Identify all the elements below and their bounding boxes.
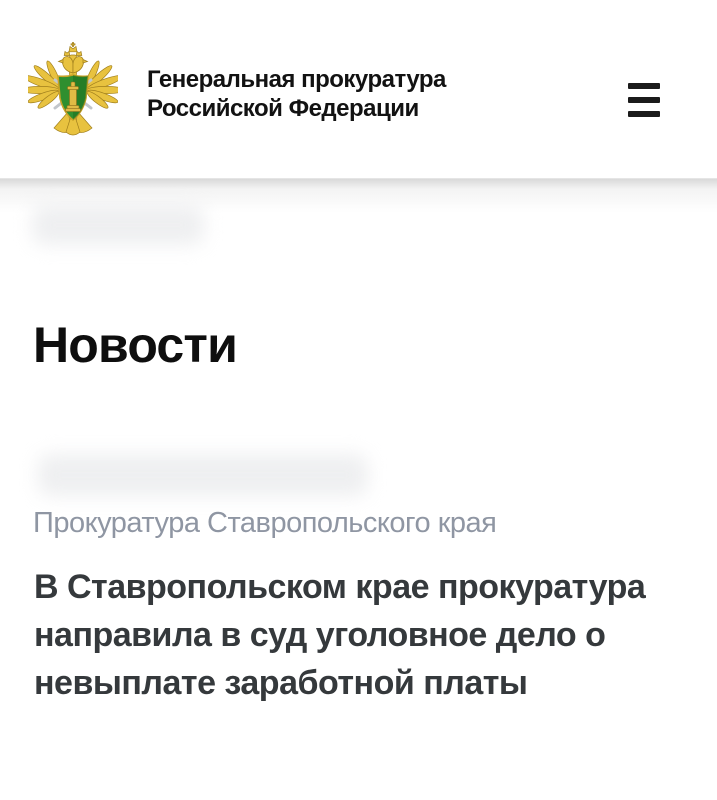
site-header [0,0,717,178]
blurred-date [38,454,368,496]
news-article-card[interactable] [0,498,717,800]
prosecutor-general-emblem-icon [28,42,118,138]
article-title-line2: направила в суд уголовное дело о [34,616,606,654]
menu-button[interactable] [616,72,672,128]
home-logo-link[interactable] [28,42,118,138]
page-title: Новости [33,317,238,373]
blurred-breadcrumb [32,205,204,245]
article-title-line1: В Ставропольском крае прокуратура [34,568,646,606]
site-title-link[interactable] [147,65,446,123]
site-title-line2: Российской Федерации [147,95,419,122]
article-title-line3: невыплате заработной платы [34,664,528,702]
article-title-link[interactable] [34,563,645,707]
hamburger-menu-icon [628,83,660,117]
site-title-line1: Генеральная прокуратура [147,66,446,93]
page-content [0,178,717,800]
article-region-label: Прокуратура Ставропольского края [33,507,497,539]
